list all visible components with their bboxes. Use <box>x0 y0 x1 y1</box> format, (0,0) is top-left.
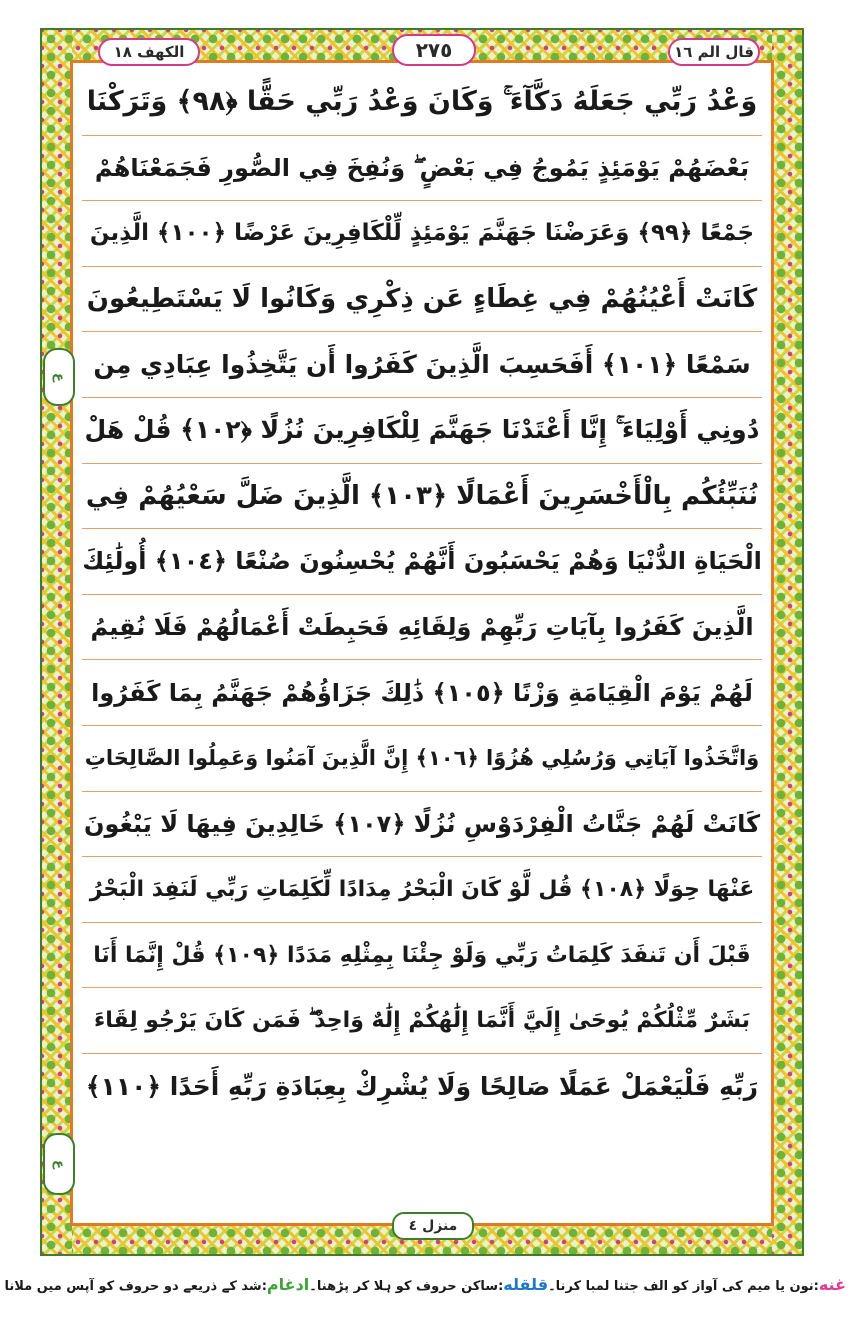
ruku-marker-2: ع <box>43 1133 75 1195</box>
verse-line-9: الَّذِينَ كَفَرُوا بِآيَاتِ رَبِّهِمْ وَلِقَائِهِ فَحَبِطَتْ أَعْمَالُهُمْ فَلَا نُقِيمُ <box>82 595 762 661</box>
verse-line-2: بَعْضَهُمْ يَوْمَئِذٍ يَمُوجُ فِي بَعْضٍ ۖ وَنُفِخَ فِي الصُّورِ فَجَمَعْنَاهُمْ <box>82 136 762 202</box>
ornamental-border-right <box>772 30 802 1254</box>
verse-line-5: سَمْعًا ﴿١٠١﴾ أَفَحَسِبَ الَّذِينَ كَفَرُوا أَن يَتَّخِذُوا عِبَادِي مِن <box>82 332 762 398</box>
legend-idgham <box>4 1275 309 1294</box>
manzil-label: منزل ٤ <box>392 1212 474 1240</box>
verse-line-7: نُنَبِّئُكُم بِالْأَخْسَرِينَ أَعْمَالًا ﴿١٠٣﴾ الَّذِينَ ضَلَّ سَعْيُهُمْ فِي <box>82 464 762 530</box>
legend-ghunna-term: غنه <box>818 1274 846 1294</box>
para-label: قال الم ١٦ <box>668 38 760 66</box>
ornamental-border-left <box>42 30 72 1254</box>
verse-line-1: وَعْدُ رَبِّي جَعَلَهُ دَكَّآءَ ۚ وَكَانَ وَعْدُ رَبِّي حَقًّا ﴿٩٨﴾ وَتَرَكْنَا <box>82 70 762 136</box>
verse-line-3: جَمْعًا ﴿٩٩﴾ وَعَرَضْنَا جَهَنَّمَ يَوْمَئِذٍ لِّلْكَافِرِينَ عَرْضًا ﴿١٠٠﴾ الَّذِينَ <box>82 201 762 267</box>
verse-line-13: عَنْهَا حِوَلًا ﴿١٠٨﴾ قُل لَّوْ كَانَ الْبَحْرُ مِدَادًا لِّكَلِمَاتِ رَبِّي لَنَفِدَ الْبَحْرُ <box>82 857 762 923</box>
page-number: ٢٧٥ <box>392 34 476 66</box>
tajweed-legend <box>4 1266 846 1302</box>
legend-ghunna <box>548 1275 846 1294</box>
legend-idgham-term: ادغام <box>266 1274 310 1294</box>
verse-line-10: لَهُمْ يَوْمَ الْقِيَامَةِ وَزْنًا ﴿١٠٥﴾ ذَٰلِكَ جَزَاؤُهُمْ جَهَنَّمُ بِمَا كَفَرُوا <box>82 660 762 726</box>
legend-idgham-desc: :شد کے ذریعے دو حروف کو آپس میں ملانا <box>4 1278 267 1294</box>
verse-line-8: الْحَيَاةِ الدُّنْيَا وَهُمْ يَحْسَبُونَ أَنَّهُمْ يُحْسِنُونَ صُنْعًا ﴿١٠٤﴾ أُولَٰئِكَ <box>82 529 762 595</box>
legend-qalqala-desc: :ساکن حروف کو ہلا کر پڑھنا۔ <box>309 1278 504 1294</box>
verse-line-11: وَاتَّخَذُوا آيَاتِي وَرُسُلِي هُزُوًا ﴿١٠٦﴾ إِنَّ الَّذِينَ آمَنُوا وَعَمِلُوا الصَّالِحَاتِ <box>82 726 762 792</box>
verse-line-6: دُونِي أَوْلِيَاءَ ۚ إِنَّا أَعْتَدْنَا جَهَنَّمَ لِلْكَافِرِينَ نُزُلًا ﴿١٠٢﴾ قُلْ هَلْ <box>82 398 762 464</box>
legend-ghunna-desc: :نون یا میم کی آواز کو الف جتنا لمبا کرنا۔ <box>548 1278 819 1294</box>
ruku-marker-1: ع <box>43 348 75 406</box>
legend-qalqala-term: قلقله <box>503 1274 549 1294</box>
verse-line-16: رَبِّهِ فَلْيَعْمَلْ عَمَلًا صَالِحًا وَلَا يُشْرِكْ بِعِبَادَةِ رَبِّهِ أَحَدًا ﴿١١٠﴾ <box>85 1072 759 1102</box>
verse-line-4: كَانَتْ أَعْيُنُهُمْ فِي غِطَاءٍ عَن ذِكْرِي وَكَانُوا لَا يَسْتَطِيعُونَ <box>82 267 762 333</box>
verse-line-14: قَبْلَ أَن تَنفَدَ كَلِمَاتُ رَبِّي وَلَوْ جِئْنَا بِمِثْلِهِ مَدَدًا ﴿١٠٩﴾ قُلْ إِنَّمَا أَنَا <box>82 923 762 989</box>
verse-line-12: كَانَتْ لَهُمْ جَنَّاتُ الْفِرْدَوْسِ نُزُلًا ﴿١٠٧﴾ خَالِدِينَ فِيهَا لَا يَبْغُونَ <box>82 792 762 858</box>
verse-line-15: بَشَرٌ مِّثْلُكُمْ يُوحَىٰ إِلَيَّ أَنَّمَا إِلَٰهُكُمْ إِلَٰهٌ وَاحِدٌ ۖ فَمَن كَانَ يَرْجُو لِقَاءَ <box>82 988 762 1054</box>
verse-lines <box>82 70 762 1120</box>
surah-label: الكهف ١٨ <box>98 38 200 66</box>
legend-qalqala <box>309 1275 548 1294</box>
